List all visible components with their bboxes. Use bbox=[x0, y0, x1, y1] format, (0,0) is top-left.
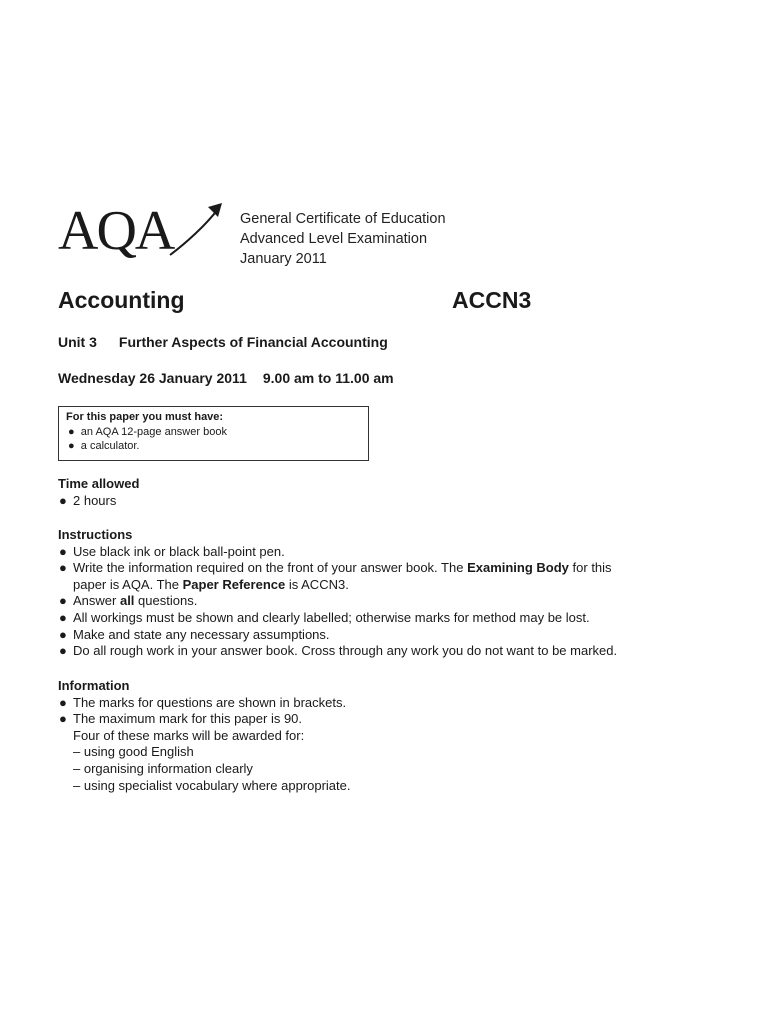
unit-number: Unit 3 bbox=[58, 334, 97, 350]
exam-time: 9.00 am to 11.00 am bbox=[262, 370, 394, 386]
bullet-icon: ● bbox=[59, 711, 67, 727]
list-item: ● Answer all questions. bbox=[59, 593, 198, 609]
level-line: Advanced Level Examination bbox=[240, 231, 428, 247]
sub-item: – organising information clearly bbox=[73, 760, 253, 776]
bullet-icon: ● bbox=[59, 492, 67, 508]
subject-title: Accounting bbox=[58, 287, 185, 313]
information-heading: Information bbox=[58, 678, 130, 693]
exam-date bbox=[58, 370, 394, 386]
bullet-icon: ● bbox=[59, 593, 67, 609]
list-item: ● Use black ink or black ball-point pen. bbox=[59, 543, 285, 559]
list-item-continuation: Four of these marks will be awarded for: bbox=[73, 727, 305, 743]
bullet-icon: ● bbox=[59, 543, 67, 559]
list-item: ● All workings must be shown and clearly labelled; otherwise marks for method may be lost. bbox=[59, 609, 590, 625]
sub-item: – using good English bbox=[73, 744, 194, 760]
aqa-logo bbox=[58, 199, 228, 269]
bullet-icon: ● bbox=[59, 643, 67, 659]
list-item: ● The maximum mark for this paper is 90. bbox=[59, 711, 303, 727]
list-item: ● 2 hours bbox=[59, 492, 117, 508]
exam-day: Wednesday 26 January 2011 bbox=[58, 370, 247, 386]
paper-code: ACCN3 bbox=[452, 287, 532, 313]
unit-heading bbox=[58, 334, 388, 350]
bullet-icon: ● bbox=[59, 694, 67, 710]
bullet-icon: ● bbox=[68, 440, 75, 452]
requirement-item: ● a calculator. bbox=[68, 440, 140, 452]
information-section bbox=[58, 678, 351, 794]
session-line: January 2011 bbox=[240, 251, 327, 267]
certificate-info bbox=[240, 209, 446, 269]
logo-text: AQA bbox=[58, 200, 174, 262]
requirement-item: ● an AQA 12-page answer book bbox=[68, 426, 227, 438]
time-allowed-section bbox=[58, 476, 139, 509]
list-item: ● The marks for questions are shown in brackets. bbox=[59, 694, 347, 710]
logo-swoosh-icon bbox=[58, 199, 228, 269]
instructions-heading: Instructions bbox=[58, 527, 133, 542]
certificate-line: General Certificate of Education bbox=[240, 211, 446, 227]
time-allowed-heading: Time allowed bbox=[58, 476, 140, 491]
bullet-icon: ● bbox=[59, 560, 67, 576]
bullet-icon: ● bbox=[59, 626, 67, 642]
bullet-icon: ● bbox=[59, 609, 67, 625]
unit-title: Further Aspects of Financial Accounting bbox=[118, 334, 388, 350]
instructions-section bbox=[58, 527, 617, 660]
requirements-box bbox=[58, 406, 369, 461]
list-item: ● Do all rough work in your answer book. Cross through any work you do not want to be marked. bbox=[59, 643, 618, 659]
list-item: ● Make and state any necessary assumptions. bbox=[59, 626, 330, 642]
list-item-continuation: paper is AQA. The Paper Reference is ACCN3. bbox=[73, 576, 349, 592]
list-item: ● Write the information required on the front of your answer book. The Examining Body for this bbox=[59, 560, 612, 576]
bullet-icon: ● bbox=[68, 426, 75, 438]
sub-item: – using specialist vocabulary where appropriate. bbox=[73, 777, 351, 793]
requirements-heading: For this paper you must have: bbox=[66, 411, 224, 423]
